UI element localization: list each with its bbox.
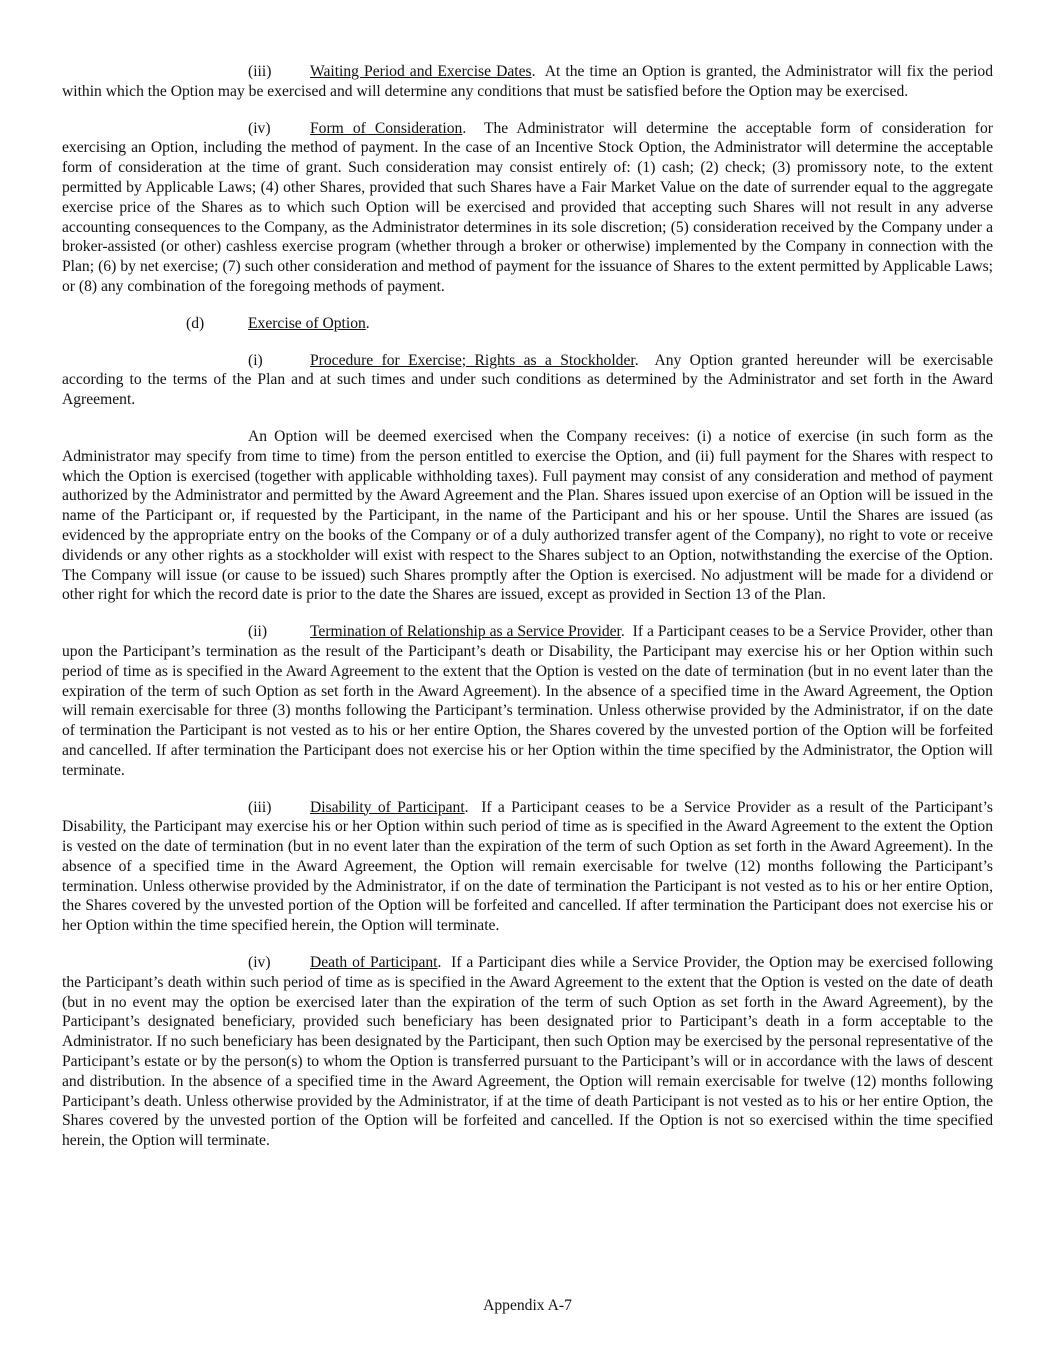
paragraph-death-of-participant: (iv) Death of Participant. If a Participant dies while a Service Provider, the Option may be exercised following the Participant’s death within such period of time as is specified in the Award Agreement to the extent that the Option is vested on the date of death (but in no event may the option be exercised later than the expiration of the term of such Option as set forth in the Award Agreement), by the Participant’s designated beneficiary, provided such beneficiary has been designated prior to Participant’s death in a form acceptable to the Administrator. If no such beneficiary has been designated by the Participant, then such Option may be exercised by the personal representative of the Participant’s estate or by the person(s) to whom the Option is transferred pursuant to the Participant’s will or in accordance with the laws of descent and distribution. In the absence of a specified time in the Award Agreement, the Option will remain exercisable for twelve (12) months following Participant’s death. Unless otherwise provided by the Administrator, if at the time of death Participant is not vested as to his or her entire Option, the Shares covered by the unvested portion of the Option will be forfeited and cancelled. If the Option is not so exercised within the time specified herein, the Option will terminate. <box>62 954 994 1150</box>
clause-heading: Death of Participant <box>310 954 438 972</box>
section-heading: Exercise of Option <box>248 314 366 332</box>
clause-text: Any Option granted hereunder will be exercisable according to the terms of the Plan and at such times and under such conditions as determined by the Administrator and set forth in the Award Agreement. <box>62 351 993 409</box>
paragraph-disability-of-participant: (iii) Disability of Participant. If a Participant ceases to be a Service Provider as a result of the Participant’s Disability, the Participant may exercise his or her Option within such period of time as is specified in the Award Agreement to the extent the Option is vested on the date of termination (but in no event later than the expiration of the term of such Option as set forth in the Award Agreement). In the absence of a specified time in the Award Agreement, the Option will remain exercisable for twelve (12) months following the Participant’s termination. Unless otherwise provided by the Administrator, if on the date of termination the Participant is not vested as to his or her entire Option, the Shares covered by the unvested portion of the Option will be forfeited and cancelled. If after termination the Participant does not exercise his or her Option within the time specified herein, the Option will terminate. <box>62 798 993 935</box>
clause-heading: Disability of Participant <box>310 798 465 816</box>
document-body <box>62 62 993 1168</box>
clause-text: If a Participant ceases to be a Service Provider as a result of the Participant’s Disability, the Participant may exercise his or her Option within such period of time as is specified in the Award Agreement to the extent the Option is vested on the date of termination (but in no event later than the expiration of the term of such Option as set forth in the Award Agreement). In the absence of a specified time in the Award Agreement, the Option will remain exercisable for twelve (12) months following the Participant’s termination. Unless otherwise provided by the Administrator, if on the date of termination the Participant is not vested as to his or her entire Option, the Shares covered by the unvested portion of the Option will be forfeited and cancelled. If after termination the Participant does not exercise his or her Option within the time specified herein, the Option will terminate. <box>62 798 993 935</box>
section-heading-exercise-of-option: (d) Exercise of Option. <box>186 314 370 332</box>
clause-text: An Option will be deemed exercised when the Company receives: (i) a notice of exercise (in such form as the Administrator may specify from time to time) from the person entitled to exercise the Option, and (ii) full payment for the Shares with respect to which the Option is exercised (together with applicable withholding taxes). Full payment may consist of any consideration and method of payment authorized by the Administrator and permitted by the Award Agreement and the Plan. Shares issued upon exercise of an Option will be issued in the name of the Participant or, if requested by the Participant, in the name of the Participant and his or her spouse. Until the Shares are issued (as evidenced by the appropriate entry on the books of the Company or of a duly authorized transfer agent of the Company), no right to vote or receive dividends or any other rights as a stockholder will exist with respect to the Shares subject to an Option, notwithstanding the exercise of the Option. The Company will issue (or cause to be issued) such Shares promptly after the Option is exercised. No adjustment will be made for a dividend or other right for which the record date is prior to the date the Shares are issued, except as provided in Section 13 of the Plan. <box>62 427 993 604</box>
clause-number: (iii) <box>248 798 272 816</box>
clause-heading: Waiting Period and Exercise Dates <box>310 63 532 80</box>
clause-number: (iv) <box>248 119 271 137</box>
paragraph-form-of-consideration: (iv) Form of Consideration. The Administrator will determine the acceptable form of consideration for exercising an Option, including the method of payment. In the case of an Incentive Stock Option, the Administrator will determine the acceptable form of consideration at the time of grant. Such consideration may consist entirely of: (1) cash; (2) check; (3) promissory note, to the extent permitted by Applicable Laws; (4) other Shares, provided that such Shares have a Fair Market Value on the date of surrender equal to the aggregate exercise price of the Shares as to which such Option will be exercised and provided that accepting such Shares will not result in any adverse accounting consequences to the Company, as the Administrator determines in its sole discretion; (5) consideration received by the Company under a broker-assisted (or other) cashless exercise program (whether through a broker or otherwise) implemented by the Company in connection with the Plan; (6) by net exercise; (7) such other consideration and method of payment for the issuance of Shares to the extent permitted by Applicable Laws; or (8) any combination of the foregoing methods of payment. <box>62 119 993 295</box>
clause-heading: Termination of Relationship as a Service Provider <box>310 623 621 641</box>
paragraph-procedure-for-exercise: (i) Procedure for Exercise; Rights as a Stockholder. Any Option granted hereunder will be exercisable according to the terms of the Plan and at such times and under such conditions as determined by the Administrator and set forth in the Award Agreement. <box>62 351 993 409</box>
clause-heading: Procedure for Exercise; Rights as a Stockholder <box>310 351 635 369</box>
clause-number: (ii) <box>248 623 268 641</box>
clause-number: (iv) <box>248 954 271 972</box>
clause-number: (iii) <box>248 63 272 80</box>
clause-number: (i) <box>248 351 263 369</box>
paragraph-option-deemed-exercised <box>62 427 993 605</box>
paragraph-termination-of-relationship: (ii) Termination of Relationship as a Service Provider. If a Participant ceases to be a Service Provider, other than upon the Participant’s termination as the result of the Participant’s death or Disability, the Participant may exercise his or her Option within such period of time as is specified in the Award Agreement to the extent that the Option is vested on the date of termination (but in no event later than the expiration of the term of such Option as set forth in the Award Agreement). In the absence of a specified time in the Award Agreement, the Option will remain exercisable for three (3) months following the Participant’s termination. Unless otherwise provided by the Administrator, if on the date of termination the Participant is not vested as to his or her entire Option, the Shares covered by the unvested portion of the Option will be forfeited and cancelled. If after termination the Participant does not exercise his or her Option within the time specified by the Administrator, the Option will terminate. <box>62 623 993 779</box>
paragraph-waiting-period: (iii) Waiting Period and Exercise Dates. At the time an Option is granted, the Administrator will fix the period within which the Option may be exercised and will determine any conditions that must be satisfied before the Option may be exercised. <box>62 63 993 100</box>
clause-text: The Administrator will determine the acceptable form of consideration for exercising an Option, including the method of payment. In the case of an Incentive Stock Option, the Administrator will determine the acceptable form of consideration at the time of grant. Such consideration may consist entirely of: (1) cash; (2) check; (3) promissory note, to the extent permitted by Applicable Laws; (4) other Shares, provided that such Shares have a Fair Market Value on the date of surrender equal to the aggregate exercise price of the Shares as to which such Option will be exercised and provided that accepting such Shares will not result in any adverse accounting consequences to the Company, as the Administrator determines in its sole discretion; (5) consideration received by the Company under a broker-assisted (or other) cashless exercise program (whether through a broker or otherwise) implemented by the Company in connection with the Plan; (6) by net exercise; (7) such other consideration and method of payment for the issuance of Shares to the extent permitted by Applicable Laws; or (8) any combination of the foregoing methods of payment. <box>62 119 993 295</box>
page-footer: Appendix A-7 <box>483 1297 572 1314</box>
clause-heading: Form of Consideration <box>310 119 463 137</box>
clause-text: At the time an Option is granted, the Administrator will fix the period within which the Option may be exercised and will determine any conditions that must be satisfied before the Option may be exercised. <box>62 63 993 100</box>
clause-text: If a Participant dies while a Service Provider, the Option may be exercised following the Participant’s death within such period of time as is specified in the Award Agreement to the extent that the Option is vested on the date of death (but in no event may the option be exercised later than the expiration of the term of such Option as set forth in the Award Agreement), by the Participant’s designated beneficiary, provided such beneficiary has been designated prior to Participant’s death in a form acceptable to the Administrator. If no such beneficiary has been designated by the Participant, then such Option may be exercised by the personal representative of the Participant’s estate or by the person(s) to whom the Option is transferred pursuant to the Participant’s will or in accordance with the laws of descent and distribution. In the absence of a specified time in the Award Agreement, the Option will remain exercisable for twelve (12) months following Participant’s death. Unless otherwise provided by the Administrator, if at the time of death Participant is not vested as to his or her entire Option, the Shares covered by the unvested portion of the Option will be forfeited and cancelled. If the Option is not so exercised within the time specified herein, the Option will terminate. <box>62 954 994 1150</box>
clause-text: If a Participant ceases to be a Service Provider, other than upon the Participant’s termination as the result of the Participant’s death or Disability, the Participant may exercise his or her Option within such period of time as is specified in the Award Agreement to the extent that the Option is vested on the date of termination (but in no event later than the expiration of the term of such Option as set forth in the Award Agreement). In the absence of a specified time in the Award Agreement, the Option will remain exercisable for three (3) months following the Participant’s termination. Unless otherwise provided by the Administrator, if on the date of termination the Participant is not vested as to his or her entire Option, the Shares covered by the unvested portion of the Option will be forfeited and cancelled. If after termination the Participant does not exercise his or her Option within the time specified by the Administrator, the Option will terminate. <box>62 623 993 779</box>
section-number: (d) <box>186 314 205 332</box>
